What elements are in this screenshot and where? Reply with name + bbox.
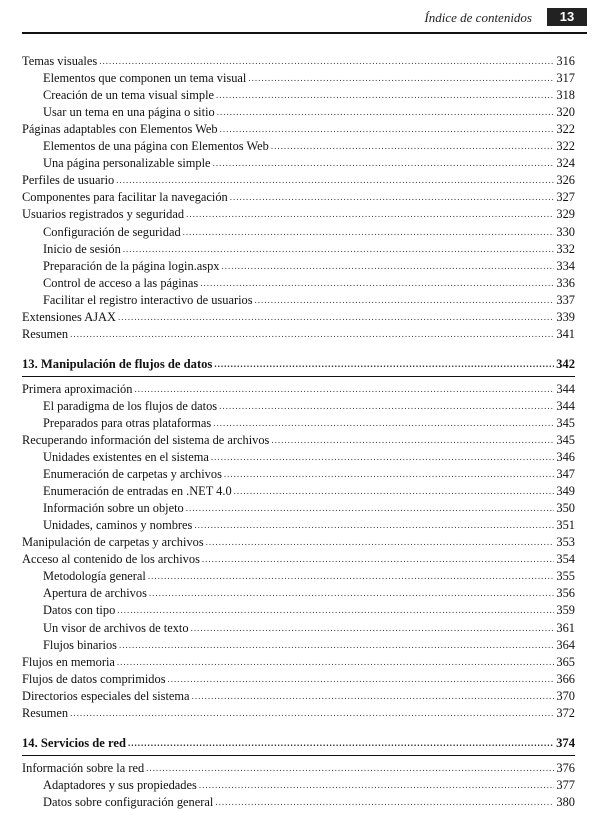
entry-page-number: 377 xyxy=(556,777,575,792)
entry-title: Perfiles de usuario xyxy=(22,173,115,188)
dot-leader xyxy=(202,551,555,567)
dot-leader xyxy=(213,415,554,431)
toc-subentry[interactable] xyxy=(22,154,575,171)
dot-leader xyxy=(168,671,555,687)
chapter-row[interactable] xyxy=(22,734,575,751)
toc-subentry[interactable] xyxy=(22,482,575,499)
entry-page-number: 364 xyxy=(556,637,575,652)
toc-subentry[interactable] xyxy=(22,516,575,533)
entry-page-number: 349 xyxy=(556,484,575,499)
entry-title: Un visor de archivos de texto xyxy=(43,620,189,635)
entry-title: Metodología general xyxy=(43,569,146,584)
entry-page-number: 344 xyxy=(556,398,575,413)
dot-leader xyxy=(116,172,554,188)
entry-page-number: 354 xyxy=(556,552,575,567)
entry-page-number: 317 xyxy=(556,71,575,86)
toc-subentry[interactable] xyxy=(22,86,575,103)
entry-title: Apertura de archivos xyxy=(43,586,147,601)
entry-title: Preparación de la página login.aspx xyxy=(43,258,220,273)
entry-title: Datos sobre configuración general xyxy=(43,794,214,809)
entry-title: Usuarios registrados y seguridad xyxy=(22,207,185,222)
dot-leader xyxy=(99,53,554,69)
entry-page-number: 339 xyxy=(556,309,575,324)
toc-entry[interactable] xyxy=(22,533,575,550)
toc-entry[interactable] xyxy=(22,687,575,704)
entry-page-number: 355 xyxy=(556,569,575,584)
dot-leader xyxy=(186,500,555,516)
entry-title: Unidades, caminos y nombres xyxy=(43,518,193,533)
dot-leader xyxy=(117,654,554,670)
entry-page-number: 345 xyxy=(556,432,575,447)
table-of-contents xyxy=(22,52,575,810)
running-title: Índice de contenidos xyxy=(424,10,532,25)
entry-title: Temas visuales xyxy=(22,54,98,69)
entry-title: Adaptadores y sus propiedades xyxy=(43,777,197,792)
dot-leader xyxy=(183,224,555,240)
dot-leader xyxy=(214,356,554,372)
toc-subentry[interactable] xyxy=(22,618,575,635)
dot-leader xyxy=(217,104,555,120)
entry-title: Manipulación de carpetas y archivos xyxy=(22,535,204,550)
toc-subentry[interactable] xyxy=(22,414,575,431)
entry-page-number: 380 xyxy=(556,794,575,809)
dot-leader xyxy=(220,121,555,137)
entry-page-number: 346 xyxy=(556,450,575,465)
dot-leader xyxy=(191,620,555,636)
entry-title: Flujos binarios xyxy=(43,637,118,652)
toc-subentry[interactable] xyxy=(22,397,575,414)
entry-page-number: 322 xyxy=(556,139,575,154)
page-number-badge: 13 xyxy=(547,8,587,26)
toc-subentry[interactable] xyxy=(22,103,575,120)
dot-leader xyxy=(213,155,555,171)
dot-leader xyxy=(230,189,555,205)
toc-entry[interactable] xyxy=(22,171,575,188)
toc-entry[interactable] xyxy=(22,704,575,721)
chapter-heading xyxy=(22,352,575,377)
entry-title: Flujos en memoria xyxy=(22,654,115,669)
entry-page-number: 322 xyxy=(556,122,575,137)
dot-leader xyxy=(215,794,554,810)
entry-page-number: 334 xyxy=(556,258,575,273)
toc-subentry[interactable] xyxy=(22,69,575,86)
dot-leader xyxy=(118,309,554,325)
toc-subentry[interactable] xyxy=(22,776,575,793)
entry-page-number: 329 xyxy=(556,207,575,222)
dot-leader xyxy=(224,466,555,482)
entry-page-number: 350 xyxy=(556,501,575,516)
entry-page-number: 341 xyxy=(556,326,575,341)
entry-page-number: 336 xyxy=(556,275,575,290)
toc-entry[interactable] xyxy=(22,120,575,137)
entry-page-number: 353 xyxy=(556,535,575,550)
toc-entry[interactable] xyxy=(22,759,575,776)
dot-leader xyxy=(148,568,555,584)
dot-leader xyxy=(271,138,555,154)
section-gap xyxy=(22,721,575,731)
dot-leader xyxy=(119,637,554,653)
dot-leader xyxy=(219,398,554,414)
entry-page-number: 337 xyxy=(556,292,575,307)
entry-page-number: 326 xyxy=(556,173,575,188)
entry-page-number: 351 xyxy=(556,518,575,533)
entry-title: Creación de un tema visual simple xyxy=(43,88,215,103)
entry-title: Unidades existentes en el sistema xyxy=(43,450,209,465)
toc-entry[interactable] xyxy=(22,380,575,397)
toc-entry[interactable] xyxy=(22,670,575,687)
toc-subentry[interactable] xyxy=(22,636,575,653)
dot-leader xyxy=(199,777,555,793)
dot-leader xyxy=(186,206,554,222)
toc-entry[interactable] xyxy=(22,52,575,69)
entry-title: Preparados para otras plataformas xyxy=(43,415,212,430)
dot-leader xyxy=(222,258,555,274)
toc-subentry[interactable] xyxy=(22,465,575,482)
chapter-title: 13. Manipulación de flujos de datos xyxy=(22,356,213,371)
entry-title: Primera aproximación xyxy=(22,381,133,396)
entry-title: Facilitar el registro interactivo de usuarios xyxy=(43,292,253,307)
dot-leader xyxy=(248,70,554,86)
dot-leader xyxy=(134,381,554,397)
dot-leader xyxy=(194,517,554,533)
entry-page-number: 316 xyxy=(556,54,575,69)
toc-subentry[interactable] xyxy=(22,567,575,584)
entry-title: Información sobre la red xyxy=(22,760,145,775)
toc-subentry[interactable] xyxy=(22,291,575,308)
entry-title: Elementos que componen un tema visual xyxy=(43,71,247,86)
entry-page-number: 365 xyxy=(556,654,575,669)
chapter-page-number: 374 xyxy=(556,735,575,750)
entry-title: Acceso al contenido de los archivos xyxy=(22,552,200,567)
chapter-title: 14. Servicios de red xyxy=(22,735,127,750)
entry-title: Flujos de datos comprimidos xyxy=(22,671,166,686)
dot-leader xyxy=(200,275,554,291)
dot-leader xyxy=(128,735,554,751)
entry-page-number: 324 xyxy=(556,156,575,171)
entry-page-number: 318 xyxy=(556,88,575,103)
entry-page-number: 372 xyxy=(556,705,575,720)
entry-title: Recuperando información del sistema de archivos xyxy=(22,432,270,447)
chapter-row[interactable] xyxy=(22,355,575,372)
entry-page-number: 361 xyxy=(556,620,575,635)
toc-entry[interactable] xyxy=(22,205,575,222)
dot-leader xyxy=(255,292,555,308)
entry-title: Enumeración de carpetas y archivos xyxy=(43,467,222,482)
entry-page-number: 356 xyxy=(556,586,575,601)
entry-title: Una página personalizable simple xyxy=(43,156,211,171)
dot-leader xyxy=(192,688,555,704)
toc-subentry[interactable] xyxy=(22,499,575,516)
entry-title: Resumen xyxy=(22,705,69,720)
toc-subentry[interactable] xyxy=(22,257,575,274)
entry-page-number: 366 xyxy=(556,671,575,686)
entry-page-number: 344 xyxy=(556,381,575,396)
dot-leader xyxy=(271,432,554,448)
dot-leader xyxy=(123,241,555,257)
entry-title: Enumeración de entradas en .NET 4.0 xyxy=(43,484,232,499)
entry-page-number: 370 xyxy=(556,688,575,703)
dot-leader xyxy=(149,585,555,601)
entry-page-number: 330 xyxy=(556,224,575,239)
toc-subentry[interactable] xyxy=(22,793,575,810)
entry-title: Elementos de una página con Elementos Web xyxy=(43,139,269,154)
entry-title: Resumen xyxy=(22,326,69,341)
entry-page-number: 345 xyxy=(556,415,575,430)
toc-entry[interactable] xyxy=(22,431,575,448)
page-header xyxy=(22,6,587,34)
entry-page-number: 347 xyxy=(556,467,575,482)
entry-title: Componentes para facilitar la navegación xyxy=(22,190,228,205)
toc-entry[interactable] xyxy=(22,653,575,670)
dot-leader xyxy=(70,326,554,342)
toc-subentry[interactable] xyxy=(22,137,575,154)
toc-entry[interactable] xyxy=(22,308,575,325)
dot-leader xyxy=(211,449,555,465)
entry-title: Extensiones AJAX xyxy=(22,309,116,324)
entry-title: Control de acceso a las páginas xyxy=(43,275,199,290)
entry-title: El paradigma de los flujos de datos xyxy=(43,398,218,413)
dot-leader xyxy=(216,87,554,103)
toc-entry[interactable] xyxy=(22,550,575,567)
toc-subentry[interactable] xyxy=(22,601,575,618)
dot-leader xyxy=(70,705,554,721)
entry-page-number: 359 xyxy=(556,603,575,618)
entry-title: Datos con tipo xyxy=(43,603,116,618)
dot-leader xyxy=(206,534,555,550)
entry-page-number: 320 xyxy=(556,105,575,120)
toc-entry[interactable] xyxy=(22,325,575,342)
chapter-page-number: 342 xyxy=(556,356,575,371)
toc-subentry[interactable] xyxy=(22,448,575,465)
entry-title: Directorios especiales del sistema xyxy=(22,688,190,703)
toc-subentry[interactable] xyxy=(22,274,575,291)
dot-leader xyxy=(117,602,554,618)
entry-title: Información sobre un objeto xyxy=(43,501,184,516)
toc-subentry[interactable] xyxy=(22,240,575,257)
entry-page-number: 376 xyxy=(556,760,575,775)
toc-entry[interactable] xyxy=(22,188,575,205)
entry-page-number: 332 xyxy=(556,241,575,256)
entry-title: Páginas adaptables con Elementos Web xyxy=(22,122,218,137)
chapter-heading xyxy=(22,731,575,756)
dot-leader xyxy=(146,760,554,776)
entry-page-number: 327 xyxy=(556,190,575,205)
entry-title: Configuración de seguridad xyxy=(43,224,181,239)
toc-subentry[interactable] xyxy=(22,584,575,601)
entry-title: Inicio de sesión xyxy=(43,241,121,256)
section-gap xyxy=(22,342,575,352)
toc-subentry[interactable] xyxy=(22,222,575,239)
entry-title: Usar un tema en una página o sitio xyxy=(43,105,215,120)
dot-leader xyxy=(234,483,555,499)
